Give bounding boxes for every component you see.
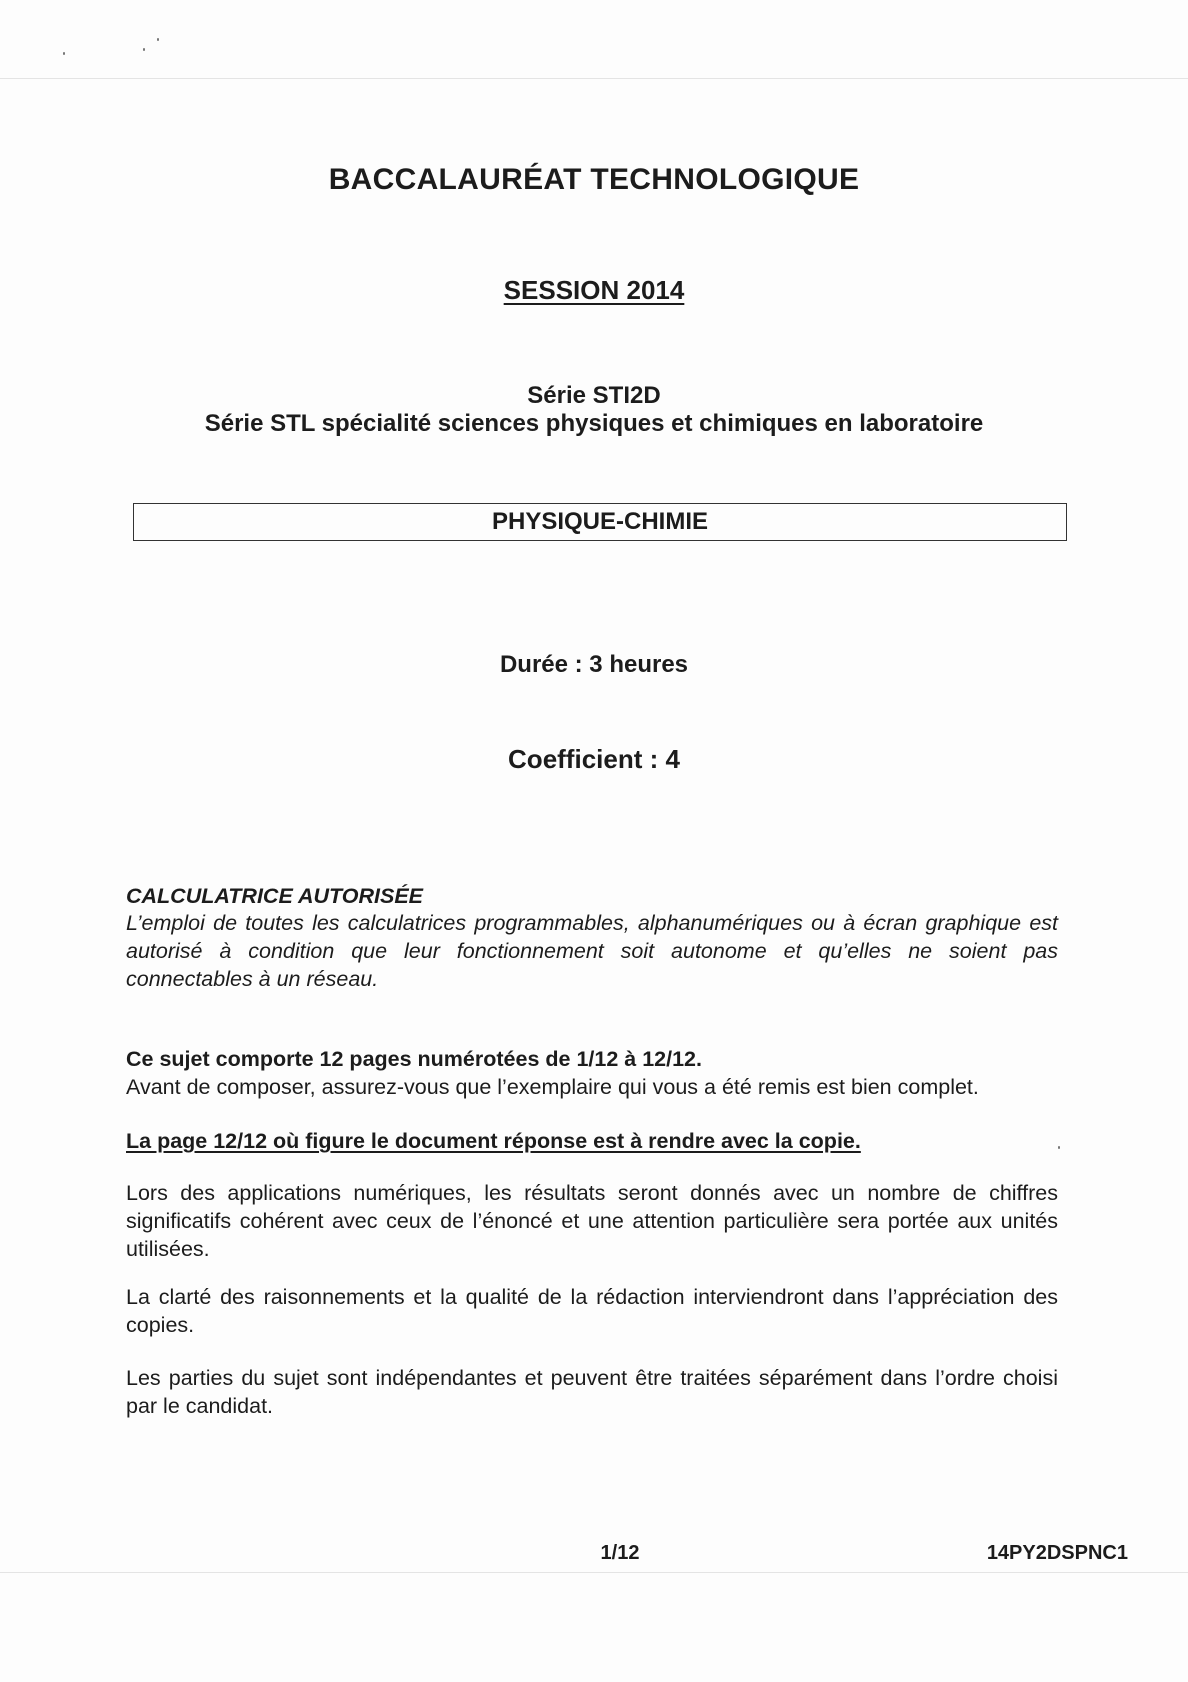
scan-artifact-line <box>0 78 1188 79</box>
calculator-text: L’emploi de toutes les calculatrices programmables, alphanumériques ou à écran graphique est autorisé à condition que leur fonctionnement soit autonome et qu’elles ne soient pas connectables à un réseau. <box>126 911 1058 991</box>
subject-code: 14PY2DSPNC1 <box>986 1542 1128 1564</box>
answer-sheet-notice: La page 12/12 où figure le document réponse est à rendre avec la copie. <box>126 1129 861 1153</box>
completeness-notice: Avant de composer, assurez-vous que l’exemplaire qui vous a été remis est bien complet. <box>126 1075 979 1099</box>
scan-speck <box>157 38 159 41</box>
page-number: 1/12 <box>600 1542 640 1564</box>
clarity-instruction: La clarté des raisonnements et la qualité de la rédaction interviendront dans l’appréciation des copies. <box>126 1285 1058 1337</box>
scan-artifact-line <box>0 1572 1188 1573</box>
subject-title: PHYSIQUE-CHIMIE <box>491 508 709 535</box>
session-text: SESSION 2014 <box>503 275 685 305</box>
serie-line-1: Série STI2D <box>527 382 661 409</box>
duration: Durée : 3 heures <box>499 651 689 678</box>
coefficient: Coefficient : 4 <box>508 744 680 774</box>
scan-speck <box>1058 1146 1060 1149</box>
scan-speck <box>63 52 65 55</box>
page-count-notice: Ce sujet comporte 12 pages numérotées de 1/12 à 12/12. <box>126 1047 702 1071</box>
independent-parts-instruction: Les parties du sujet sont indépendantes et peuvent être traitées séparément dans l’ordre choisi par le candidat. <box>126 1366 1058 1418</box>
scan-speck <box>143 48 145 51</box>
numeric-results-instruction: Lors des applications numériques, les résultats seront donnés avec un nombre de chiffres significatifs cohérent avec ceux de l’énoncé et une attention particulière sera portée aux unités utilisées. <box>126 1181 1058 1261</box>
serie-line-2: Série STL spécialité sciences physiques et chimiques en laboratoire <box>204 410 984 437</box>
session-heading <box>0 275 1188 306</box>
calculator-heading: CALCULATRICE AUTORISÉE <box>126 884 424 908</box>
subject-box <box>133 503 1067 541</box>
exam-title: BACCALAURÉAT TECHNOLOGIQUE <box>328 163 860 196</box>
